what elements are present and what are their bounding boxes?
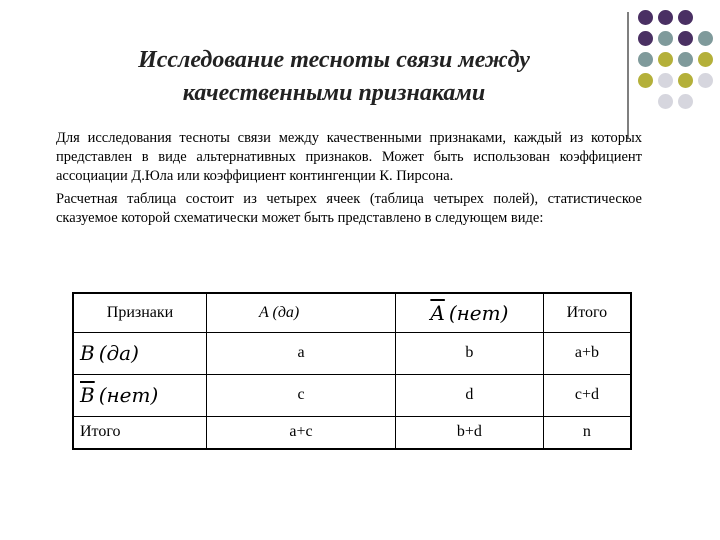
table-row <box>73 333 631 375</box>
dot <box>638 52 653 67</box>
table-row <box>73 416 631 449</box>
dot <box>678 31 693 46</box>
slide-title-line-1: Исследование тесноты связи между <box>138 47 530 73</box>
slide-title <box>60 44 608 110</box>
header-a-no-text: (нет) <box>448 301 509 325</box>
paragraph-2: Расчетная таблица состоит из четырех ячеек (таблица четырех полей), статистическое сказуемое которой схематически может быть представлено в следующем виде: <box>56 191 642 226</box>
header-features: Признаки <box>73 293 207 333</box>
row-label-b-no-letter: $\overline{B}$ <box>80 383 95 408</box>
row-label-b-yes-text: (да) <box>98 341 139 366</box>
cell-b: b <box>396 333 544 375</box>
cell-c: c <box>207 374 396 416</box>
dot <box>638 31 653 46</box>
dot <box>658 94 673 109</box>
cell-a-plus-b: a+b <box>543 333 631 375</box>
cell-a: a <box>207 333 396 375</box>
contingency-table <box>72 292 632 450</box>
dot <box>658 52 673 67</box>
cell-d: d <box>396 374 544 416</box>
dot <box>678 73 693 88</box>
table-row <box>73 374 631 416</box>
dot <box>658 31 673 46</box>
cell-a-plus-c: a+c <box>207 416 396 449</box>
dot <box>678 94 693 109</box>
row-label-total: Итого <box>73 416 207 449</box>
row-label-b-no-text: (нет) <box>98 383 159 408</box>
row-label-b-no <box>73 374 207 416</box>
header-a-yes: A (да) <box>207 293 396 333</box>
slide-body <box>56 129 642 232</box>
row-label-b-yes <box>73 333 207 375</box>
row-label-b-yes-letter: B <box>80 341 95 366</box>
header-total: Итого <box>543 293 631 333</box>
table-header-row <box>73 293 631 333</box>
dot <box>678 52 693 67</box>
dot <box>698 73 713 88</box>
dot <box>638 73 653 88</box>
dot <box>698 31 713 46</box>
dot <box>698 52 713 67</box>
cell-c-plus-d: c+d <box>543 374 631 416</box>
cell-b-plus-d: b+d <box>396 416 544 449</box>
decorative-dot-grid <box>638 10 718 110</box>
dot <box>658 10 673 25</box>
header-a-no <box>396 293 544 333</box>
cell-n: n <box>543 416 631 449</box>
decorative-divider <box>627 12 629 138</box>
paragraph-1: Для исследования тесноты связи между качественными признаками, каждый из которых представлен в виде альтернативных признаков. Может быть использован коэффициент ассоциации Д.Юла или коэффициент контингенции К. Пирсона. <box>56 130 642 184</box>
dot <box>658 73 673 88</box>
dot <box>678 10 693 25</box>
header-a-no-letter: $\overline{A}$ <box>430 301 445 325</box>
slide-title-line-2: качественными признаками <box>182 80 486 106</box>
dot <box>638 10 653 25</box>
